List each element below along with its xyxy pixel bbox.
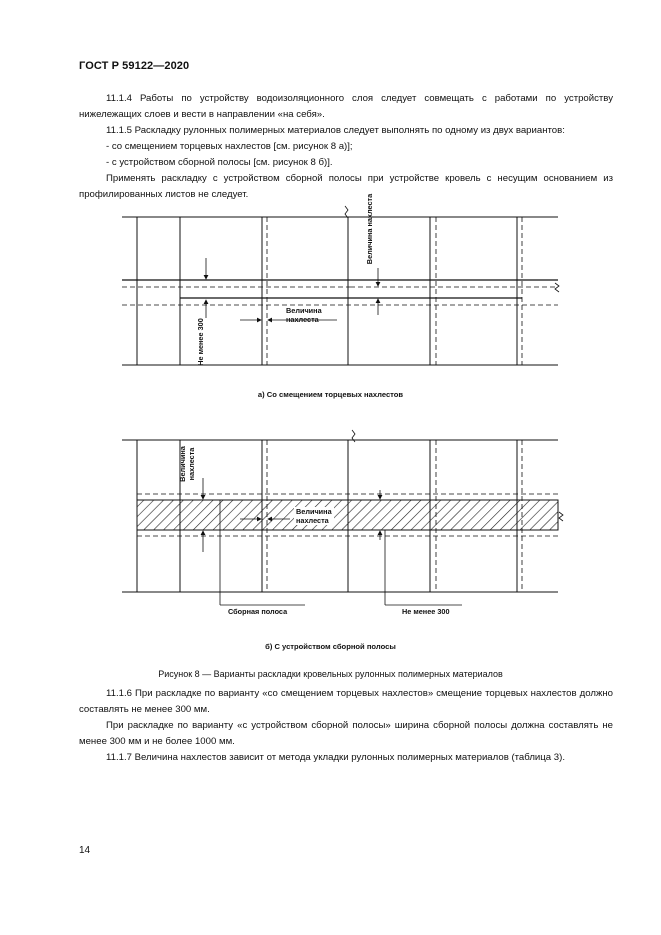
strip-label-b: Сборная полоса: [228, 607, 288, 616]
page-number: 14: [79, 845, 91, 856]
list-item-offset: - со смещением торцевых нахлестов [см. рисунок 8 а)];: [106, 141, 353, 152]
list-item-strip: - с устройством сборной полосы [см. рисунок 8 б)].: [106, 157, 333, 168]
paragraph-11-1-7: 11.1.7 Величина нахлестов зависит от метода укладки рулонных полимерных материалов (таблица 3).: [106, 752, 565, 763]
min-300-label-b: Не менее 300: [402, 607, 450, 616]
min-300-label-a: Не менее 300: [196, 318, 205, 366]
caption-a: а) Со смещением торцевых нахлестов: [257, 390, 404, 399]
paragraph-11-1-5: 11.1.5 Раскладку рулонных полимерных материалов следует выполнять по одному из двух вариантов:: [106, 125, 565, 136]
paragraph-strip-width: При раскладке по варианту «с устройством сборной полосы» ширина сборной полосы должна составлять не менее 300 мм и не более 1000 мм.: [79, 720, 613, 747]
figure-title: Рисунок 8 — Варианты раскладки кровельных рулонных полимерных материалов: [158, 669, 503, 679]
paragraph-11-1-6: 11.1.6 При раскладке по варианту «со смещением торцевых нахлестов» смещение торцевых нахлестов должно составлять не менее 300 мм.: [79, 688, 613, 715]
figure-a: [122, 206, 559, 365]
caption-b: б) С устройством сборной полосы: [265, 642, 396, 651]
document-code: ГОСТ Р 59122—2020: [79, 60, 190, 72]
overlap-label-a: Величина нахлеста: [286, 306, 322, 324]
paragraph-11-1-4: 11.1.4 Работы по устройству водоизоляционного слоя следует совмещать с работами по устройству нижележащих слоев и вести в направлении «на себя».: [79, 93, 613, 120]
overlap-vertical-label-b: Величина нахлеста: [178, 446, 196, 482]
bottom-text-block: [79, 686, 613, 766]
overlap-vertical-label-a: Величина нахлеста: [365, 193, 374, 265]
overlap-label-b: Величина нахлеста: [296, 507, 332, 525]
paragraph-strip-note: Применять раскладку с устройством сборной полосы при устройстве кровель с несущим основанием из профилированных листов не следует.: [79, 173, 613, 200]
